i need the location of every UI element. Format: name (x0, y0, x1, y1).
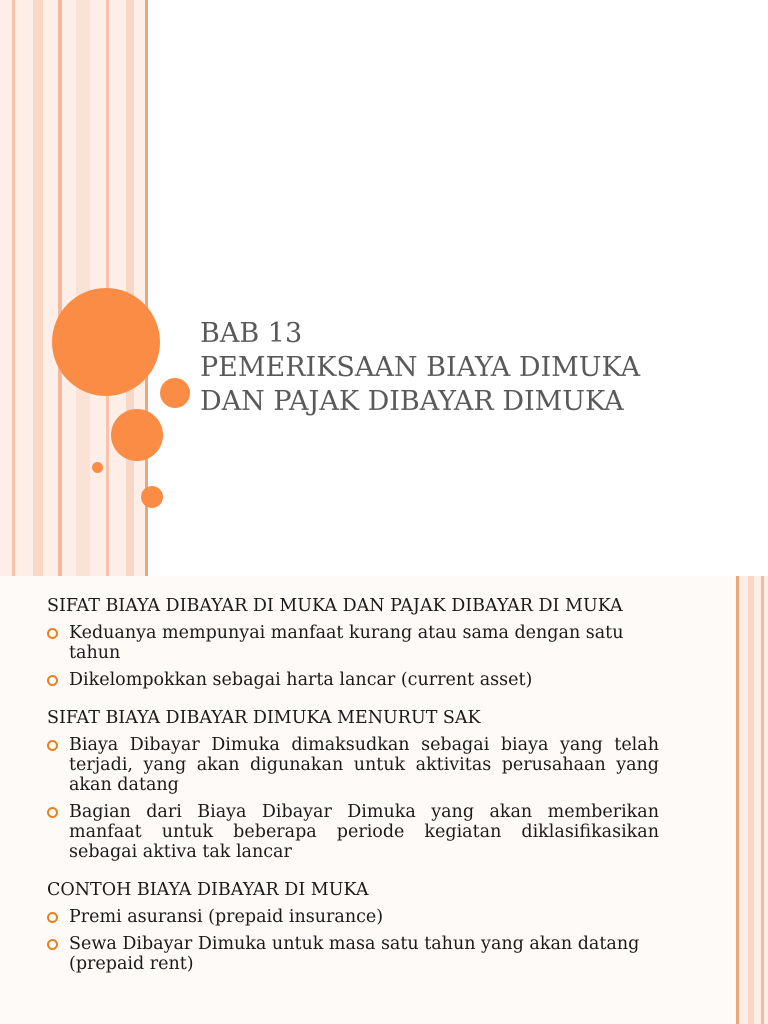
decorative-circle-tiny (92, 462, 103, 473)
bullet-icon (47, 807, 58, 818)
decorative-circle-large (52, 288, 160, 396)
list-item-text: Premi asuransi (prepaid insurance) (69, 907, 384, 927)
title-line: DAN PAJAK DIBAYAR DIMUKA (200, 386, 624, 417)
list-item-text: Dikelompokkan sebagai harta lancar (current asset) (69, 670, 533, 690)
bullet-icon (47, 939, 58, 950)
decorative-stripe (12, 0, 15, 576)
decorative-stripe (736, 576, 739, 1024)
decorative-stripe (76, 0, 90, 576)
list-item (47, 907, 659, 927)
list-item-text: Sewa Dibayar Dimuka untuk masa satu tahun yang akan datang (prepaid rent) (69, 934, 640, 974)
decorative-stripe (748, 576, 754, 1024)
bullet-icon (47, 740, 58, 751)
list-item-text: Biaya Dibayar Dimuka dimaksudkan sebagai biaya yang telah terjadi, yang akan digunakan untuk aktivitas perusahaan yang akan datang (69, 735, 659, 795)
section (47, 880, 659, 974)
decorative-stripe (58, 0, 62, 576)
list-item-text: Keduanya mempunyai manfaat kurang atau sama dengan satu tahun (69, 623, 624, 663)
bullet-icon (47, 628, 58, 639)
content-slide (0, 576, 768, 1024)
decorative-stripe (126, 0, 134, 576)
decorative-circle-small (141, 486, 163, 508)
decorative-stripe (33, 0, 43, 576)
decorative-circle-small (160, 378, 190, 408)
list-item (47, 670, 659, 690)
title-line: PEMERIKSAAN BIAYA DIMUKA (200, 352, 641, 383)
list-item (47, 802, 659, 862)
section-heading: SIFAT BIAYA DIBAYAR DI MUKA DAN PAJAK DIBAYAR DI MUKA (47, 596, 623, 616)
decorative-stripe (761, 576, 764, 1024)
bullet-icon (47, 675, 58, 686)
title-line: BAB 13 (200, 318, 303, 349)
slide-title (200, 317, 740, 419)
section (47, 596, 659, 690)
section-heading: CONTOH BIAYA DIBAYAR DI MUKA (47, 880, 369, 900)
decorative-circle-medium (111, 409, 163, 461)
list-item (47, 934, 659, 974)
slide-content (47, 596, 659, 992)
list-item-text: Bagian dari Biaya Dibayar Dimuka yang akan memberikan manfaat untuk beberapa periode kegiatan diklasifikasikan sebagai aktiva tak lancar (69, 802, 659, 862)
section (47, 708, 659, 862)
bullet-icon (47, 912, 58, 923)
list-item (47, 623, 659, 663)
list-item (47, 735, 659, 795)
section-heading: SIFAT BIAYA DIBAYAR DIMUKA MENURUT SAK (47, 708, 481, 728)
